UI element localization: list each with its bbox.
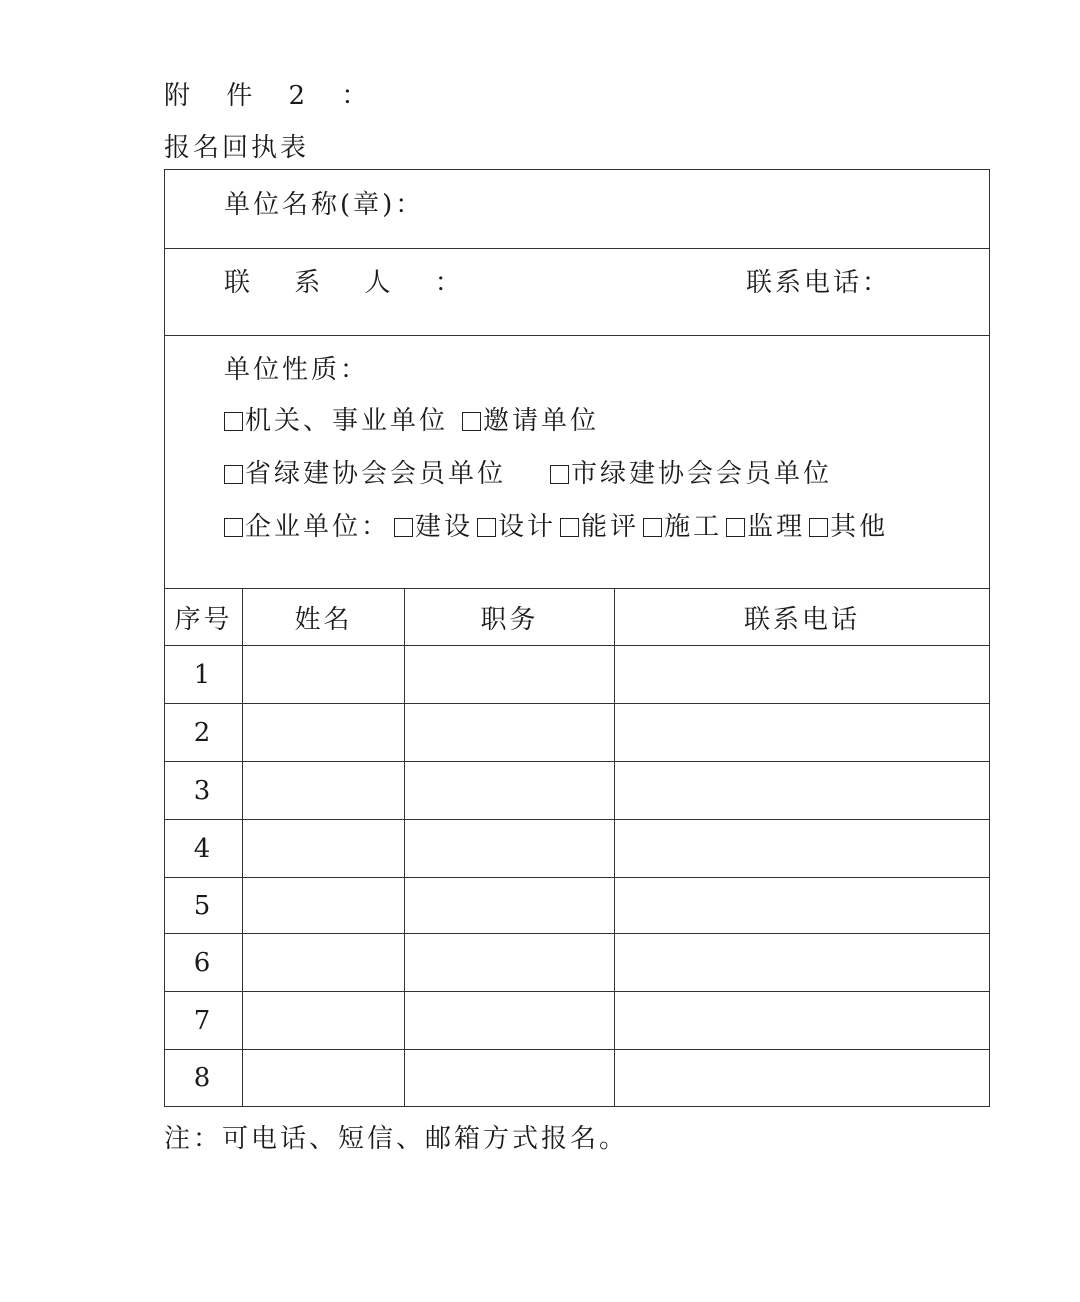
checkbox-icon[interactable] — [550, 465, 569, 484]
checkbox-icon[interactable] — [809, 518, 828, 537]
form-title: 报名回执表 — [164, 133, 310, 163]
checkbox-icon[interactable] — [726, 518, 745, 537]
table-row-number: 8 — [193, 1063, 214, 1093]
table-row-number: 7 — [193, 1005, 214, 1036]
unit-name-label: 单位名称(章)： — [224, 190, 425, 220]
option-city-member[interactable]: 市绿建协会会员单位 — [550, 454, 832, 494]
table-row-number: 3 — [193, 775, 214, 806]
divider — [165, 991, 989, 992]
registration-form — [164, 169, 990, 1107]
checkbox-icon[interactable] — [224, 412, 243, 431]
header-phone: 联系电话 — [743, 604, 860, 635]
divider — [165, 703, 989, 704]
divider — [165, 761, 989, 762]
checkbox-icon[interactable] — [224, 465, 243, 484]
table-row-number: 1 — [193, 659, 214, 690]
checkbox-icon[interactable] — [643, 518, 662, 537]
unit-type-label: 单位性质： — [224, 355, 370, 385]
header-position: 职务 — [480, 604, 539, 635]
header-serial: 序号 — [174, 604, 233, 635]
option-invited-unit[interactable]: 邀请单位 — [462, 401, 599, 441]
checkbox-icon[interactable] — [224, 518, 243, 537]
checkbox-icon[interactable] — [462, 412, 481, 431]
unit-type-row-1 — [224, 401, 603, 441]
table-row-number: 5 — [193, 890, 214, 921]
table-row-number: 6 — [193, 947, 214, 978]
option-gov-institution[interactable]: 机关、事业单位 — [224, 401, 448, 441]
unit-type-row-2 — [224, 454, 836, 494]
option-contractor[interactable]: 施工 — [643, 507, 722, 547]
option-design[interactable]: 设计 — [477, 507, 556, 547]
option-other[interactable]: 其他 — [809, 507, 888, 547]
checkbox-icon[interactable] — [477, 518, 496, 537]
header-name: 姓名 — [294, 604, 353, 635]
checkbox-icon[interactable] — [394, 518, 413, 537]
option-construction[interactable]: 建设 — [394, 507, 473, 547]
table-row-number: 4 — [193, 833, 214, 864]
option-provincial-member[interactable]: 省绿建协会会员单位 — [224, 454, 506, 494]
option-supervision[interactable]: 监理 — [726, 507, 805, 547]
option-enterprise[interactable]: 企业单位： — [224, 507, 390, 547]
divider — [165, 819, 989, 820]
table-row-number: 2 — [193, 717, 214, 748]
footnote: 注：可电话、短信、邮箱方式报名。 — [164, 1124, 629, 1154]
divider — [165, 877, 989, 878]
unit-type-row-3 — [224, 507, 892, 547]
divider — [165, 933, 989, 934]
contact-phone-label: 联系电话： — [746, 268, 892, 298]
divider — [165, 645, 989, 646]
divider — [165, 248, 989, 249]
column-divider — [242, 588, 243, 1106]
divider — [165, 1049, 989, 1050]
checkbox-icon[interactable] — [560, 518, 579, 537]
attachment-label: 附 件 2 ： — [164, 81, 382, 111]
column-divider — [404, 588, 405, 1106]
divider — [165, 335, 989, 336]
contact-person-label: 联 系 人 ： — [224, 268, 479, 298]
column-divider — [614, 588, 615, 1106]
option-energy-assessment[interactable]: 能评 — [560, 507, 639, 547]
